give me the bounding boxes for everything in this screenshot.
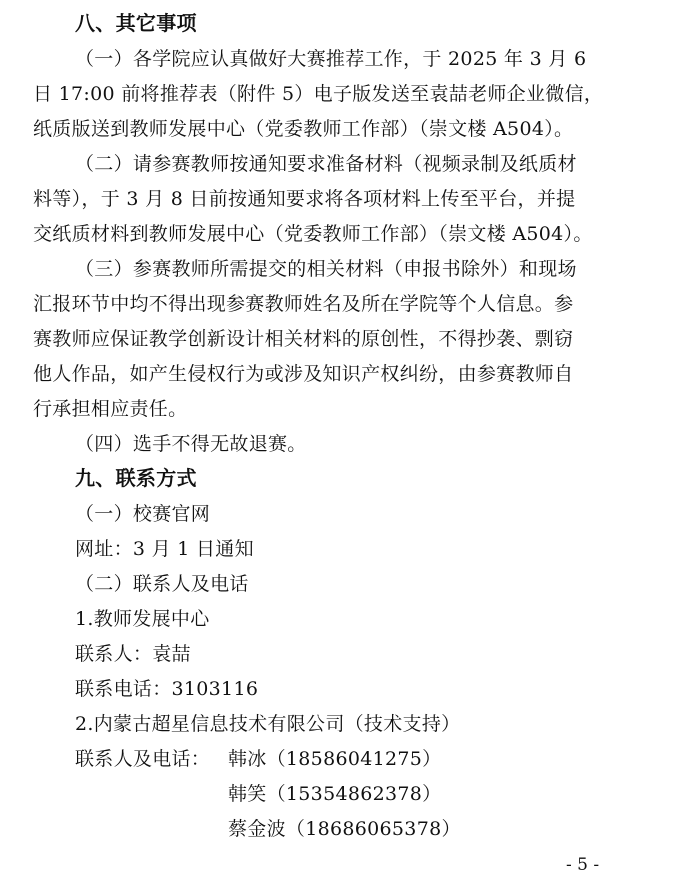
section-8-p1-line-1: （一）各学院应认真做好大赛推荐工作，于 2025 年 3 月 6 bbox=[75, 48, 587, 70]
section-8-p2-line-2: 料等），于 3 月 8 日前按通知要求将各项材料上传至平台，并提 bbox=[33, 188, 576, 210]
section-8-p2-line-1: （二）请参赛教师按通知要求准备材料（视频录制及纸质材 bbox=[75, 153, 577, 175]
section-8-p1-line-2: 日 17:00 前将推荐表（附件 5）电子版发送至袁喆老师企业微信， bbox=[33, 83, 604, 105]
section-8-p1-line-3: 纸质版送到教师发展中心（党委教师工作部）（崇文楼 A504）。 bbox=[33, 118, 574, 140]
section-8-p3-line-4: 他人作品，如产生侵权行为或涉及知识产权纠纷，由参赛教师自 bbox=[33, 363, 574, 385]
section-8-p4: （四）选手不得无故退赛。 bbox=[75, 433, 307, 455]
section-8-p2-line-3: 交纸质材料到教师发展中心（党委教师工作部）（崇文楼 A504）。 bbox=[33, 223, 593, 245]
section-8-p3-line-2: 汇报环节中均不得出现参赛教师姓名及所在学院等个人信息。参 bbox=[33, 293, 574, 315]
contact-2-entry-2: 韩笑（15354862378） bbox=[228, 783, 442, 805]
org-2: 2.内蒙古超星信息技术有限公司（技术支持） bbox=[75, 713, 461, 735]
section-8-heading: 八、其它事项 bbox=[75, 11, 197, 35]
subsection-official-site: （一）校赛官网 bbox=[75, 503, 211, 525]
contact-1: 联系人：袁喆 bbox=[75, 643, 191, 665]
section-9-heading: 九、联系方式 bbox=[75, 466, 197, 490]
org-1: 1.教师发展中心 bbox=[75, 608, 210, 630]
contacts-2-label: 联系人及电话： bbox=[75, 748, 211, 770]
section-8-p3-line-3: 赛教师应保证教学创新设计相关材料的原创性，不得抄袭、剽窃 bbox=[33, 328, 574, 350]
section-8-p3-line-5: 行承担相应责任。 bbox=[33, 398, 188, 420]
subsection-contacts: （二）联系人及电话 bbox=[75, 573, 249, 595]
website-line: 网址：3 月 1 日通知 bbox=[75, 538, 254, 560]
contact-2-entry-1: 韩冰（18586041275） bbox=[228, 748, 442, 770]
section-8-p3-line-1: （三）参赛教师所需提交的相关材料（申报书除外）和现场 bbox=[75, 258, 577, 280]
phone-1: 联系电话：3103116 bbox=[75, 678, 259, 700]
contact-2-entry-3: 蔡金波（18686065378） bbox=[228, 818, 461, 840]
page-number: - 5 - bbox=[566, 855, 600, 875]
